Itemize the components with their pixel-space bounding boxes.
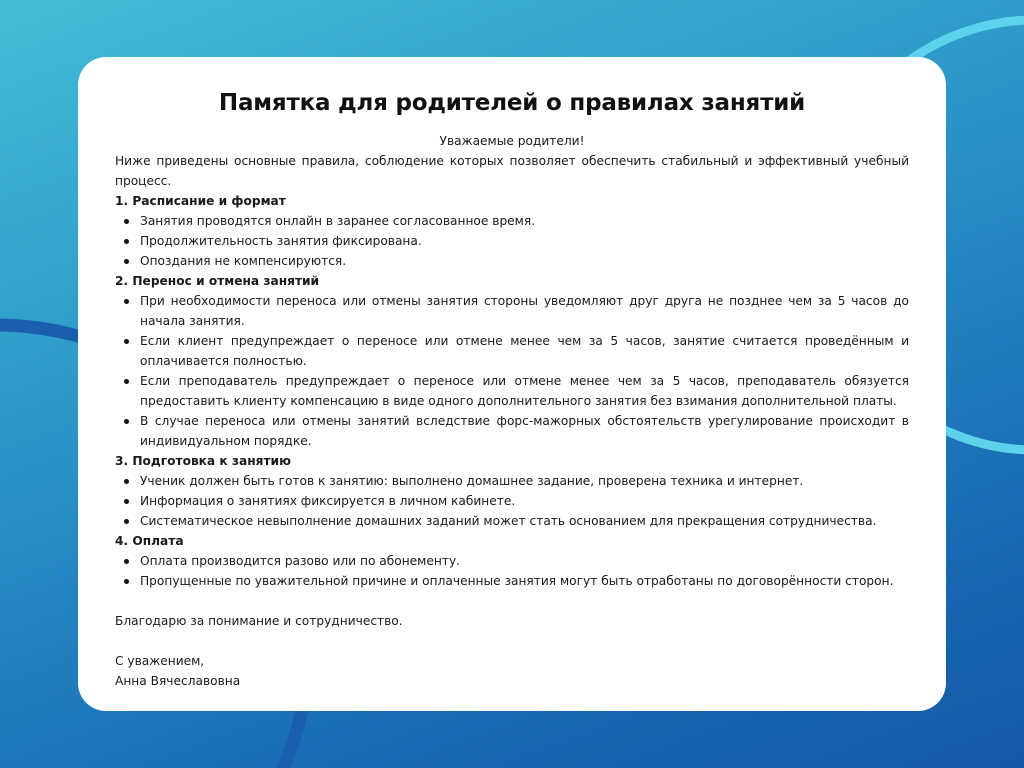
list-item-text: В случае переноса или отмены занятий вследствие форс-мажорных обстоятельств урегулирование происходит в индивидуальном порядке.	[140, 414, 909, 448]
list-item	[115, 511, 909, 531]
section-rescheduling	[115, 271, 909, 451]
document-body	[115, 131, 909, 691]
bullet-icon	[124, 239, 129, 244]
bullet-icon	[124, 379, 129, 384]
rules-list	[115, 211, 909, 271]
section-preparation	[115, 451, 909, 531]
list-item	[115, 371, 909, 411]
list-item	[115, 331, 909, 371]
list-item-text: Опоздания не компенсируются.	[140, 254, 347, 268]
list-item-text: При необходимости переноса или отмены занятия стороны уведомляют друг друга не позднее чем за 5 часов до начала занятия.	[140, 294, 909, 328]
section-heading: 4. Оплата	[115, 534, 184, 548]
list-item	[115, 411, 909, 451]
intro-paragraph: Ниже приведены основные правила, соблюдение которых позволяет обеспечить стабильный и эффективный учебный процесс.	[115, 154, 909, 188]
list-item	[115, 551, 909, 571]
list-item	[115, 251, 909, 271]
list-item	[115, 231, 909, 251]
list-item-text: Информация о занятиях фиксируется в личном кабинете.	[140, 494, 516, 508]
list-item-text: Оплата производится разово или по абонементу.	[140, 554, 461, 568]
bullet-icon	[124, 559, 129, 564]
list-item-text: Продолжительность занятия фиксирована.	[140, 234, 422, 248]
section-heading: 3. Подготовка к занятию	[115, 454, 291, 468]
section-payment	[115, 531, 909, 591]
bullet-icon	[124, 419, 129, 424]
bullet-icon	[124, 499, 129, 504]
list-item-text: Систематическое невыполнение домашних заданий может стать основанием для прекращения сотрудничества.	[140, 514, 877, 528]
list-item	[115, 471, 909, 491]
bullet-icon	[124, 579, 129, 584]
bullet-icon	[124, 339, 129, 344]
section-heading: 2. Перенос и отмена занятий	[115, 274, 320, 288]
rules-list	[115, 291, 909, 451]
bullet-icon	[124, 299, 129, 304]
spacer	[115, 631, 909, 651]
rules-card	[78, 57, 946, 711]
spacer	[115, 591, 909, 611]
list-item-text: Занятия проводятся онлайн в заранее согласованное время.	[140, 214, 536, 228]
bullet-icon	[124, 219, 129, 224]
list-item-text: Пропущенные по уважительной причине и оплаченные занятия могут быть отработаны по договорённости сторон.	[140, 574, 894, 588]
section-heading: 1. Расписание и формат	[115, 194, 286, 208]
bullet-icon	[124, 519, 129, 524]
list-item	[115, 291, 909, 331]
list-item	[115, 491, 909, 511]
rules-list	[115, 471, 909, 531]
page-title: Памятка для родителей о правилах занятий	[218, 90, 806, 116]
greeting: Уважаемые родители!	[439, 134, 585, 148]
list-item-text: Если преподаватель предупреждает о переносе или отмене менее чем за 5 часов, преподаватель обязуется предоставить клиенту компенсацию в виде одного дополнительного занятия без взимания дополнительной платы.	[140, 374, 909, 408]
signature: Анна Вячеславовна	[115, 674, 241, 688]
closing-text: С уважением,	[115, 654, 205, 668]
rules-list	[115, 551, 909, 591]
list-item-text: Ученик должен быть готов к занятию: выполнено домашнее задание, проверена техника и интернет.	[140, 474, 804, 488]
list-item-text: Если клиент предупреждает о переносе или отмене менее чем за 5 часов, занятие считается проведённым и оплачивается полностью.	[140, 334, 909, 368]
section-schedule	[115, 191, 909, 271]
bullet-icon	[124, 479, 129, 484]
thanks-text: Благодарю за понимание и сотрудничество.	[115, 614, 403, 628]
bullet-icon	[124, 259, 129, 264]
list-item	[115, 211, 909, 231]
list-item	[115, 571, 909, 591]
